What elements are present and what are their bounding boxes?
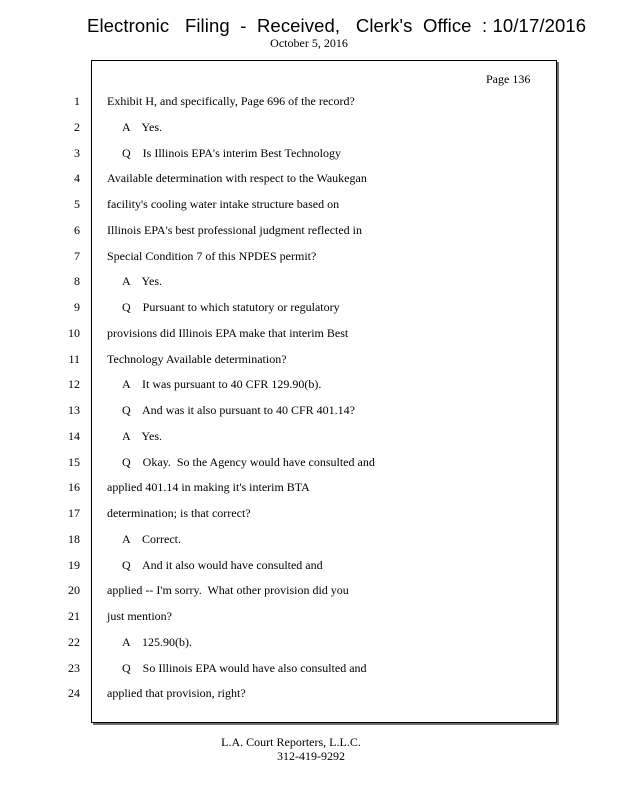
filing-stamp: Electronic Filing - Received, Clerk's Office : 10/17/2016 xyxy=(87,15,587,36)
line-number: 5 xyxy=(74,197,80,211)
line-number: 11 xyxy=(68,351,80,366)
page-number: Page 136 xyxy=(486,72,531,86)
line-text: A Yes. xyxy=(122,119,163,134)
line-number: 7 xyxy=(74,248,80,263)
line-number: 13 xyxy=(68,403,80,417)
line-text: Exhibit H, and specifically, Page 696 of the record? xyxy=(107,94,355,108)
line-number: 14 xyxy=(68,428,80,443)
court-reporter-phone: 312-419-9292 xyxy=(277,749,345,763)
line-number: 1 xyxy=(74,94,80,108)
line-number: 23 xyxy=(68,660,80,675)
line-number: 2 xyxy=(74,119,80,134)
line-text: A Yes. xyxy=(122,428,163,443)
line-text: Technology Available determination? xyxy=(107,351,287,366)
line-number: 4 xyxy=(74,171,80,186)
line-text: A It was pursuant to 40 CFR 129.90(b). xyxy=(122,377,322,392)
line-text: applied that provision, right? xyxy=(107,686,246,701)
court-reporter-name: L.A. Court Reporters, L.L.C. xyxy=(221,735,361,749)
line-number: 16 xyxy=(68,480,80,495)
line-text: applied 401.14 in making it's interim BTA xyxy=(107,480,310,495)
line-number: 10 xyxy=(68,325,80,340)
line-text: Special Condition 7 of this NPDES permit? xyxy=(107,248,317,263)
line-text: Q So Illinois EPA would have also consulted and xyxy=(122,660,367,675)
line-text: Available determination with respect to the Waukegan xyxy=(107,171,367,186)
line-number: 22 xyxy=(68,634,80,649)
hearing-date: October 5, 2016 xyxy=(270,36,348,50)
line-number: 6 xyxy=(74,222,80,237)
line-text: Q Is Illinois EPA's interim Best Technology xyxy=(122,145,341,160)
line-number: 24 xyxy=(68,686,80,701)
line-text: Q Okay. So the Agency would have consulted and xyxy=(122,454,375,469)
line-number: 21 xyxy=(68,609,80,623)
line-number: 9 xyxy=(74,300,80,314)
line-text: applied -- I'm sorry. What other provision did you xyxy=(107,583,349,598)
line-number: 17 xyxy=(68,506,80,520)
line-number: 12 xyxy=(68,377,80,392)
line-text: A 125.90(b). xyxy=(122,634,192,649)
line-number: 20 xyxy=(68,583,80,598)
line-text: determination; is that correct? xyxy=(107,506,251,520)
line-text: Q And it also would have consulted and xyxy=(122,557,323,572)
line-text: Illinois EPA's best professional judgment reflected in xyxy=(107,222,363,237)
line-number: 18 xyxy=(68,531,80,546)
line-text: just mention? xyxy=(107,609,172,623)
line-text: provisions did Illinois EPA make that interim Best xyxy=(107,325,349,340)
line-number: 3 xyxy=(74,145,80,160)
line-number: 8 xyxy=(74,274,80,289)
line-text: A Yes. xyxy=(122,274,163,289)
line-number: 15 xyxy=(68,454,80,469)
line-text: Q Pursuant to which statutory or regulatory xyxy=(122,300,340,314)
line-text: A Correct. xyxy=(122,531,181,546)
line-text: Q And was it also pursuant to 40 CFR 401.14? xyxy=(122,403,355,417)
line-number: 19 xyxy=(68,557,80,572)
line-text: facility's cooling water intake structure based on xyxy=(107,197,340,211)
